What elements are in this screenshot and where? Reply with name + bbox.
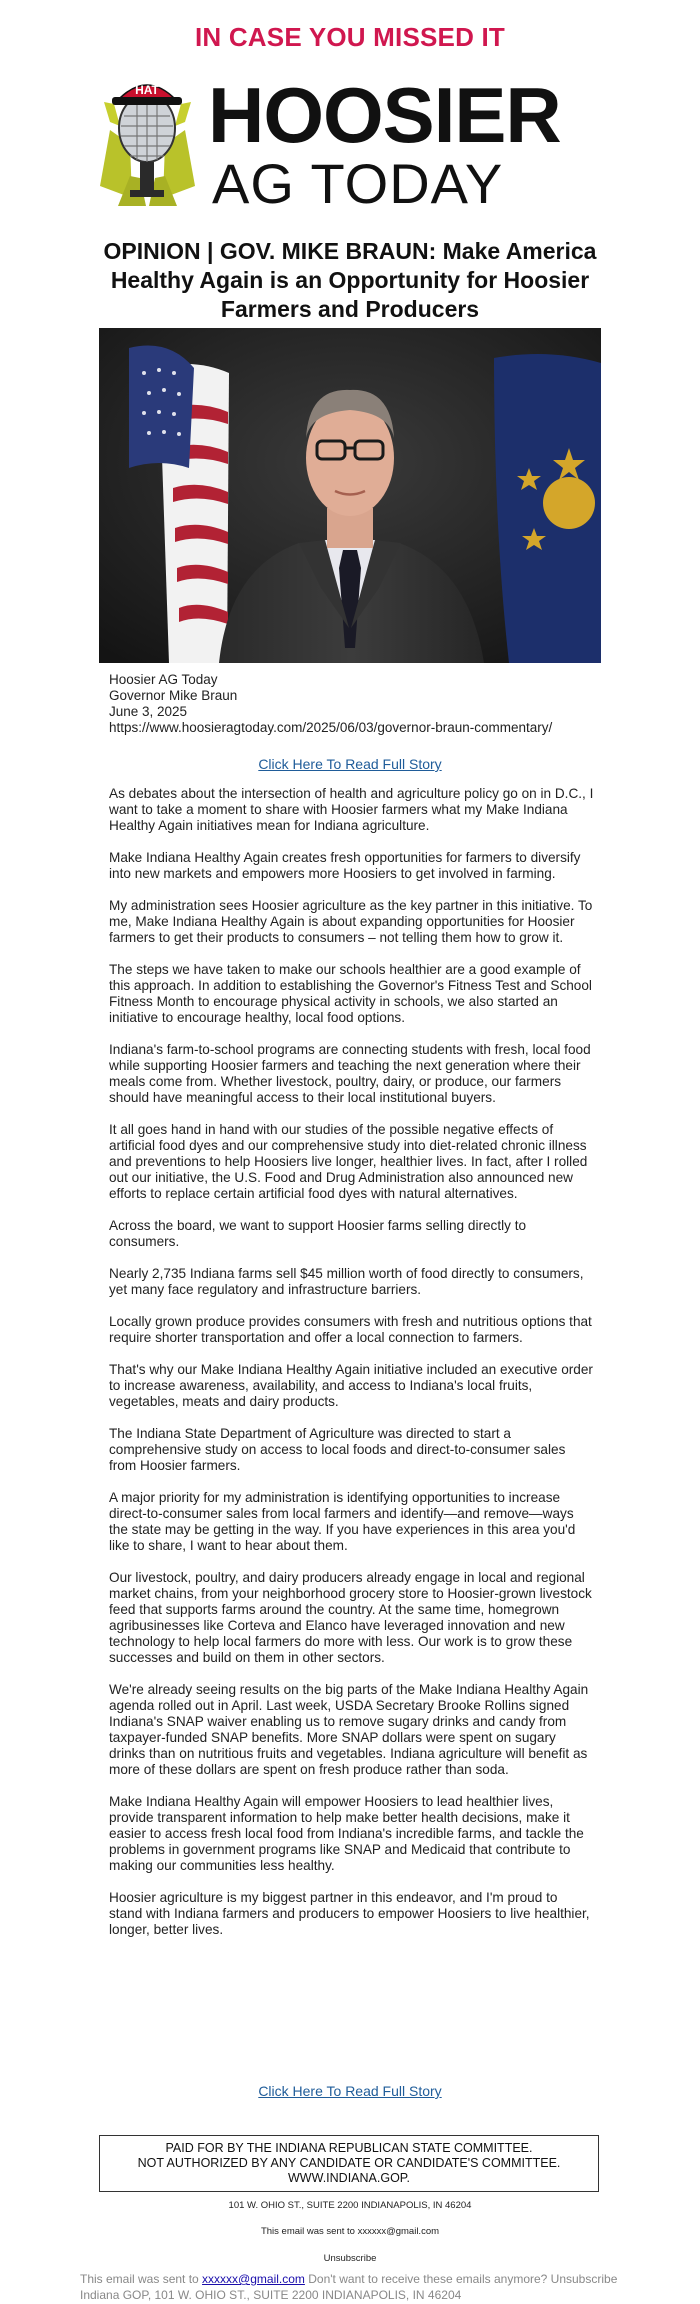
article-paragraph: Locally grown produce provides consumers with fresh and nutritious options that require shorter transportation and offer a local connection to farmers.	[109, 1314, 592, 1345]
disclaimer-line: WWW.INDIANA.GOP.	[288, 2171, 410, 2185]
article-paragraph: It all goes hand in hand with our studies of the possible negative effects of artificial food dyes and our comprehensive study into diet-related chronic illness and preventions to help Hoosiers live longer, healthier lives. In fact, after I rolled out our initiative, the U.S. Food and Drug Administration also announced new efforts to replace certain artificial food dyes with natural alternatives.	[109, 1122, 588, 1201]
article-paragraph: Across the board, we want to support Hoosier farms selling directly to consumers.	[109, 1218, 527, 1249]
bottom-unsubscribe-text[interactable]: Don't want to receive these emails anymore? Unsubscribe	[304, 2272, 618, 2286]
paid-for-disclaimer	[99, 2135, 599, 2192]
meta-url: https://www.hoosieragtoday.com/2025/06/03/governor-braun-commentary/	[109, 720, 553, 735]
article-paragraph: Our livestock, poultry, and dairy producers already engage in local and regional market chains, from your neighborhood grocery store to Hoosier-grown livestock feed that supports farms around the country. At the same time, homegrown agribusinesses like Corteva and Elanco have leveraged innovation and new technology to help local farmers do more with less. Our work is to grow these successes and build on them in other sectors.	[109, 1570, 592, 1665]
microphone-logo-icon	[100, 66, 195, 206]
bottom-sent-prefix: This email was sent to	[80, 2272, 203, 2286]
disclaimer-line: PAID FOR BY THE INDIANA REPUBLICAN STATE COMMITTEE.	[165, 2141, 533, 2155]
read-full-story-link-bottom[interactable]: Click Here To Read Full Story	[258, 2083, 442, 2099]
article-paragraph: The steps we have taken to make our schools healthier are a good example of this approach. In addition to establishing the Governor's Fitness Test and School Fitness Month to encourage physical activity in schools, we also started an initiative to encourage healthy, local food options.	[109, 962, 592, 1025]
article-paragraph: Make Indiana Healthy Again creates fresh opportunities for farmers to diversify into new markets and empowers more Hoosiers to get involved in farming.	[109, 850, 581, 881]
footer-address: 101 W. OHIO ST., SUITE 2200 INDIANAPOLIS, IN 46204	[228, 2200, 472, 2211]
bottom-sent-notice	[80, 2272, 617, 2286]
governor-portrait-image	[99, 328, 601, 663]
meta-source: Hoosier AG Today	[109, 672, 218, 687]
article-headline: OPINION | GOV. MIKE BRAUN: Make America Healthy Again is an Opportunity for Hoosier Farmers and Producers	[103, 238, 597, 322]
read-full-story-link-top[interactable]: Click Here To Read Full Story	[258, 756, 442, 772]
banner-heading: IN CASE YOU MISSED IT	[195, 22, 505, 52]
article-paragraph: A major priority for my administration is identifying opportunities to increase direct-to-consumer sales from local farmers and identify—and remove—ways the state may be getting in the way. If you have experiences in this area you'd like to share, I want to hear about them.	[109, 1490, 576, 1553]
article-paragraph: Make Indiana Healthy Again will empower Hoosiers to lead healthier lives, provide transparent information to help make better health decisions, make it easier to access fresh local food from Indiana's incredible farms, and tackle the problems in government programs like SNAP and Medicaid that contribute to making our communities less healthy.	[109, 1794, 584, 1873]
article-paragraph: The Indiana State Department of Agriculture was directed to start a comprehensive study on access to local foods and direct-to-consumer sales from Hoosier farmers.	[109, 1426, 566, 1473]
meta-author: Governor Mike Braun	[109, 688, 238, 703]
article-paragraph: That's why our Make Indiana Healthy Again initiative included an executive order to increase awareness, availability, and access to Indiana's local fruits, vegetables, meats and dairy products.	[109, 1362, 593, 1409]
logo-word-ag-today: AG TODAY	[212, 152, 504, 215]
logo-hat-label: HAT	[135, 83, 159, 97]
disclaimer-line: NOT AUTHORIZED BY ANY CANDIDATE OR CANDIDATE'S COMMITTEE.	[137, 2156, 561, 2170]
article-paragraph: As debates about the intersection of health and agriculture policy go on in D.C., I want to take a moment to share with Hoosier farmers what my Make Indiana Healthy Again initiatives mean for Indiana agriculture.	[109, 786, 594, 833]
bottom-address: Indiana GOP, 101 W. OHIO ST., SUITE 2200 INDIANAPOLIS, IN 46204	[80, 2288, 462, 2302]
logo-word-hoosier: HOOSIER	[208, 71, 561, 159]
article-paragraph: Indiana's farm-to-school programs are connecting students with fresh, local food while supporting Hoosier farmers and teaching the next generation where their meals come from. Whether livestock, poultry, dairy, or produce, our farmers should have meaningful access to their local institutional buyers.	[109, 1042, 591, 1105]
article-paragraph: Hoosier agriculture is my biggest partner in this endeavor, and I'm proud to stand with Indiana farmers and producers to empower Hoosiers to live healthier, longer, better lives.	[109, 1890, 590, 1937]
article-body	[109, 786, 594, 1954]
meta-date: June 3, 2025	[109, 704, 188, 719]
article-meta	[109, 672, 552, 736]
bottom-email-link[interactable]: xxxxxx@gmail.com	[202, 2272, 305, 2286]
hoosier-ag-today-logo	[100, 66, 600, 216]
indiana-flag-icon	[494, 354, 601, 663]
article-paragraph: My administration sees Hoosier agriculture as the key partner in this initiative. To me, Make Indiana Healthy Again is about expanding opportunities for Hoosier farmers to get their products to consumers – not telling them how to grow it.	[109, 898, 593, 945]
article-paragraph: We're already seeing results on the big parts of the Make Indiana Healthy Again agenda rolled out in April. Last week, USDA Secretary Brooke Rollins signed Indiana's SNAP waiver enabling us to remove sugary drinks and candy from taxpayer-funded SNAP benefits. More SNAP dollars were spent on sugary drinks than on nutritious fruits and vegetables. Indiana agriculture will benefit as more of these dollars are spent on fresh produce rather than soda.	[109, 1682, 589, 1777]
footer-unsubscribe-link[interactable]: Unsubscribe	[323, 2253, 377, 2264]
governor-photo	[99, 328, 601, 663]
footer-sent-to: This email was sent to xxxxxx@gmail.com	[260, 2226, 440, 2237]
article-paragraph: Nearly 2,735 Indiana farms sell $45 million worth of food directly to consumers, yet many face regulatory and infrastructure barriers.	[109, 1266, 584, 1297]
